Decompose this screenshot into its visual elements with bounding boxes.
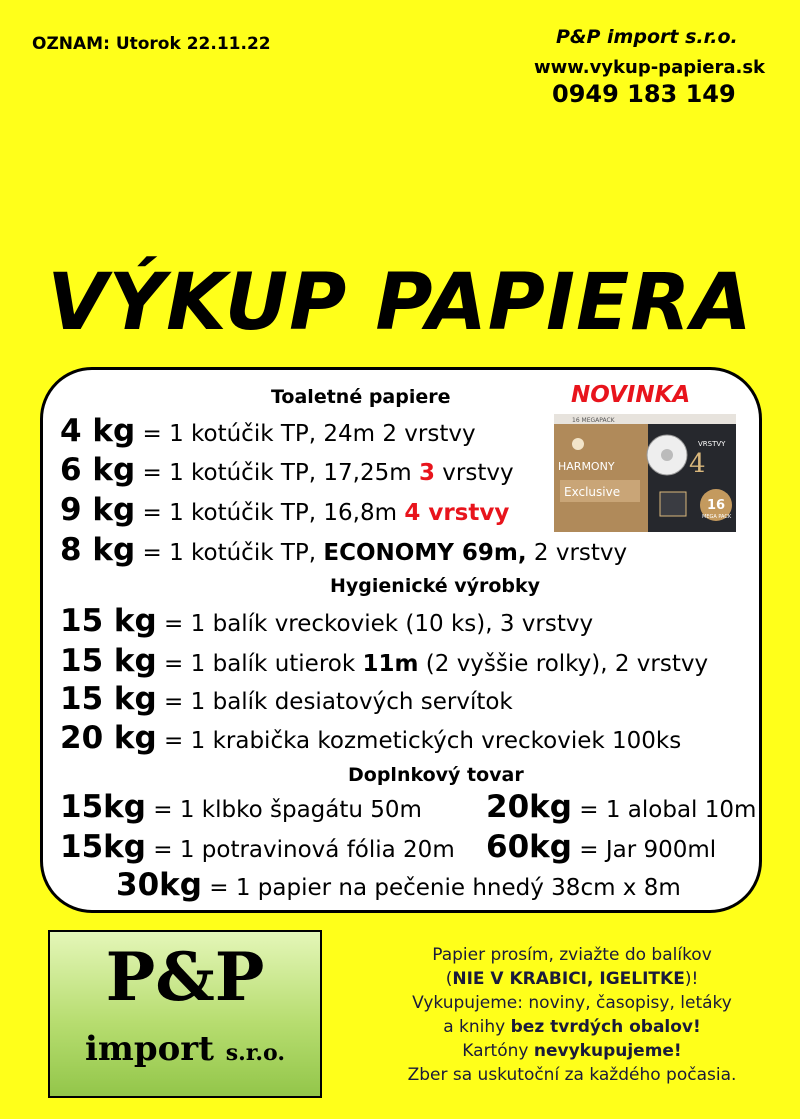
weight-value: 20 kg <box>60 720 157 756</box>
logo-initials: P&P <box>105 938 265 1016</box>
weight-value: 30kg <box>116 867 202 903</box>
item-text: = 1 kotúčik TP, <box>135 540 324 566</box>
logo-suffix: s.r.o. <box>225 1040 286 1066</box>
pack-label: 16 MEGAPACK <box>572 417 615 424</box>
page-title: VÝKUP PAPIERA <box>47 258 753 348</box>
note-line: Vykupujeme: noviny, časopisy, letáky <box>412 993 732 1013</box>
list-item <box>60 452 514 488</box>
bold-text: ECONOMY 69m, <box>323 540 527 566</box>
highlight-text: 3 <box>418 460 435 486</box>
product-image <box>552 410 738 533</box>
weight-value: 20kg <box>486 789 572 825</box>
item-text: = 1 kotúčik TP, 24m 2 vrstvy <box>135 421 476 447</box>
note-line: a knihy bez tvrdých obalov! <box>443 1017 701 1037</box>
item-text: = 1 alobal 10m <box>571 797 757 823</box>
list-item <box>60 532 628 568</box>
item-text: = 1 balík vreckoviek (10 ks), 3 vrstvy <box>156 611 594 637</box>
list-item <box>60 413 476 449</box>
note-bold: bez tvrdých obalov! <box>510 1017 701 1037</box>
logo-subtitle <box>50 1029 320 1069</box>
weight-value: 8 kg <box>60 532 136 568</box>
note-bold: NIE V KRABICI, IGELITKE <box>452 969 685 989</box>
weight-value: 4 kg <box>60 413 136 449</box>
list-item <box>60 492 510 528</box>
item-text: = 1 papier na pečenie hnedý 38cm x 8m <box>201 875 681 901</box>
announcement-header <box>32 34 271 54</box>
collection-notes <box>352 943 792 1087</box>
list-item <box>60 643 709 679</box>
website-link[interactable]: www.vykup-papiera.sk <box>534 57 766 78</box>
layers-label: VRSTVY <box>698 440 726 448</box>
section-toilet-paper: Toaletné papiere <box>271 386 451 408</box>
list-item <box>60 789 422 825</box>
section-extra-goods: Doplnkový tovar <box>348 764 524 786</box>
list-item <box>116 867 681 903</box>
note-line: (NIE V KRABICI, IGELITKE)! <box>445 969 699 989</box>
badge-text: MEGA PACK <box>702 514 732 520</box>
series-text: Exclusive <box>564 485 621 499</box>
item-text-suffix: 2 vrstvy <box>526 540 628 566</box>
list-item <box>486 829 717 865</box>
logo-word: import <box>84 1029 214 1069</box>
weight-value: 60kg <box>486 829 572 865</box>
section-hygiene: Hygienické výrobky <box>330 575 541 597</box>
badge-number: 16 <box>707 498 726 513</box>
brand-text: HARMONY <box>558 460 615 473</box>
company-name: P&P import s.r.o. <box>556 26 738 48</box>
item-text: = 1 potravinová fólia 20m <box>145 837 455 863</box>
list-item <box>486 789 757 825</box>
note-line: Papier prosím, zviažte do balíkov <box>432 945 712 965</box>
item-text: = 1 balík desiatových servítok <box>156 689 513 715</box>
list-item <box>60 829 455 865</box>
highlight-text: 4 vrstvy <box>404 500 510 526</box>
phone-number[interactable]: 0949 183 149 <box>552 80 736 108</box>
weight-value: 15 kg <box>60 643 157 679</box>
note-line: Zber sa uskutoční za každého počasia. <box>407 1065 737 1085</box>
company-logo <box>48 930 322 1098</box>
item-text-suffix: (2 vyššie rolky), 2 vrstvy <box>418 651 709 677</box>
oznam-date: Utorok 22.11.22 <box>115 34 271 54</box>
weight-value: 9 kg <box>60 492 136 528</box>
item-text: = Jar 900ml <box>571 837 717 863</box>
list-item <box>60 603 594 639</box>
weight-value: 15 kg <box>60 681 157 717</box>
weight-value: 6 kg <box>60 452 136 488</box>
list-item <box>60 720 682 756</box>
item-text: = 1 klbko špagátu 50m <box>145 797 422 823</box>
note-bold: nevykupujeme! <box>533 1041 682 1061</box>
item-text-suffix: vrstvy <box>434 460 514 486</box>
item-text: = 1 balík utierok <box>156 651 363 677</box>
list-item <box>60 681 513 717</box>
item-text: = 1 krabička kozmetických vreckoviek 100ks <box>156 728 682 754</box>
bold-text: 11m <box>362 651 419 677</box>
oznam-label: OZNAM: <box>32 34 110 54</box>
novinka-label: NOVINKA <box>571 382 691 408</box>
note-line: Kartóny nevykupujeme! <box>462 1041 682 1061</box>
weight-value: 15kg <box>60 829 146 865</box>
item-text: = 1 kotúčik TP, 16,8m <box>135 500 405 526</box>
weight-value: 15kg <box>60 789 146 825</box>
weight-value: 15 kg <box>60 603 157 639</box>
item-text: = 1 kotúčik TP, 17,25m <box>135 460 419 486</box>
layers-number: 4 <box>689 449 706 479</box>
